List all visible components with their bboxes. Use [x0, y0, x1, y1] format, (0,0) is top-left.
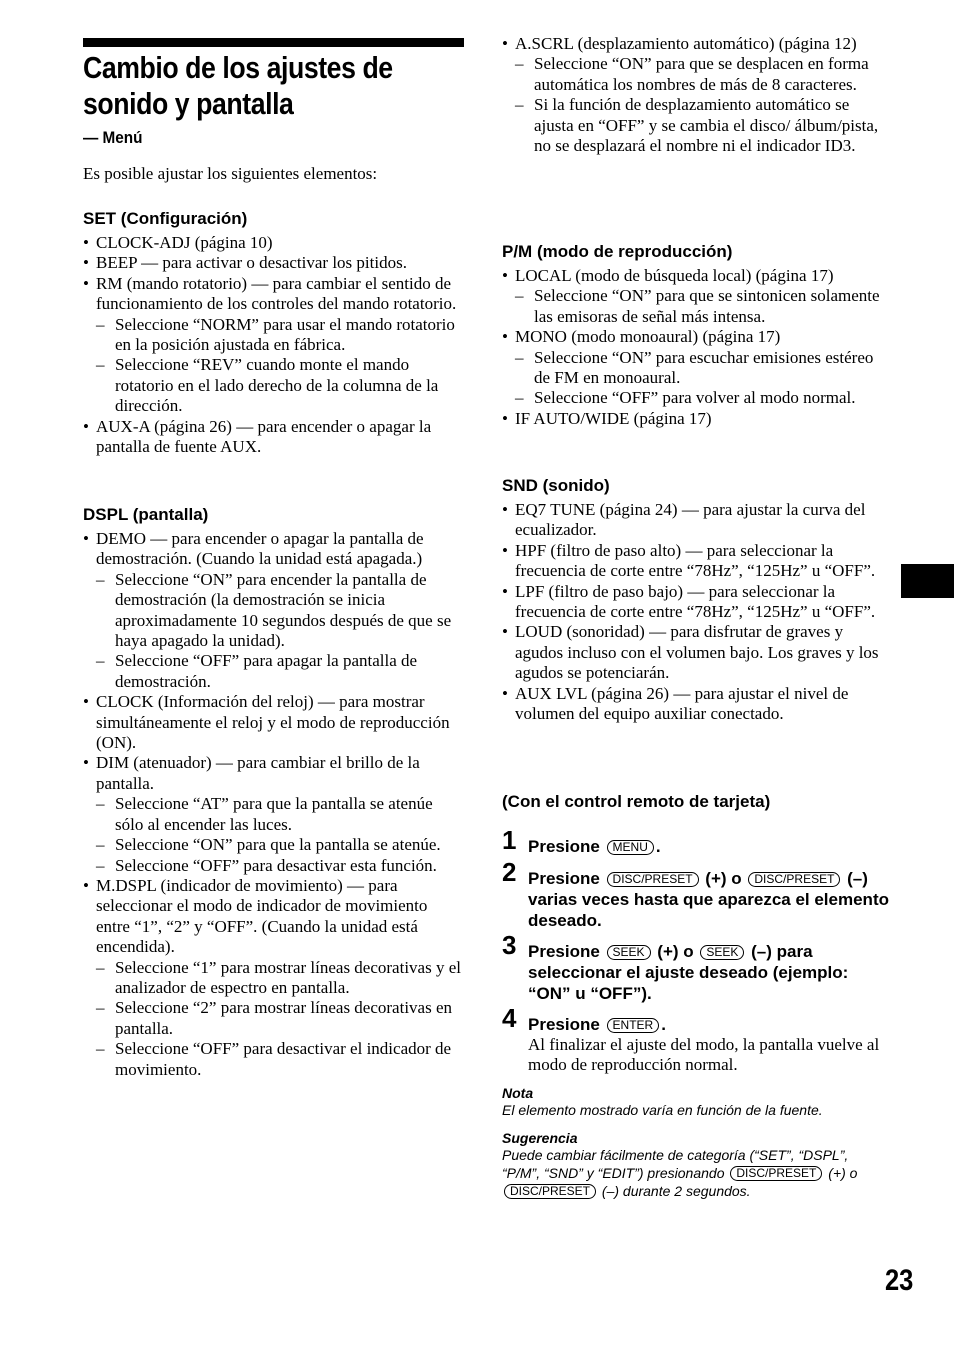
- sub-item: – Seleccione “1” para mostrar líneas decorativas y el analizador de espectro en pantalla.: [83, 958, 464, 999]
- seek-key: SEEK: [700, 945, 744, 960]
- step-verb: Presione: [528, 837, 600, 856]
- disc-preset-key: DISC/PRESET: [730, 1166, 822, 1181]
- sub-item: – Seleccione “OFF” para volver al modo normal.: [502, 388, 892, 408]
- sub-item: – Si la función de desplazamiento automático se ajusta en “OFF” y se cambia el disco/ álbum/pista, no se desplazará el nombre ni el indicador ID3.: [502, 95, 892, 156]
- pm-section: [502, 242, 892, 429]
- step-number: 1: [502, 825, 517, 855]
- step-1: 1 Presione MENU .: [502, 825, 661, 856]
- list-item: • LOUD (sonoridad) — para disfrutar de graves y agudos incluso con el volumen bajo. Los graves y los agudos se potenciarán.: [502, 622, 892, 683]
- set-section: [83, 209, 464, 457]
- remote-heading: (Con el control remoto de tarjeta): [502, 792, 771, 811]
- sub-item: – Seleccione “ON” para encender la pantalla de demostración (la demostración se inicia aproximadamente 10 segundos después de que se haya apagado la unidad).: [83, 570, 464, 652]
- list-item: • LOCAL (modo de búsqueda local) (página 17): [502, 266, 892, 286]
- step-4-body: Al finalizar el ajuste del modo, la pantalla vuelve al modo de reproducción normal.: [528, 1035, 880, 1075]
- menu-key: MENU: [607, 840, 654, 855]
- sub-item: – Seleccione “OFF” para desactivar el indicador de movimiento.: [83, 1039, 464, 1080]
- sub-item: – Seleccione “ON” para que se sintonicen solamente las emisoras de señal más intensa.: [502, 286, 892, 327]
- list-item: • A.SCRL (desplazamiento automático) (página 12): [502, 34, 892, 54]
- list-item: • LPF (filtro de paso bajo) — para seleccionar la frecuencia de corte entre “78Hz”, “125Hz” u “OFF”.: [502, 582, 892, 623]
- section-tab: [901, 564, 954, 598]
- ascrl-section: [502, 34, 892, 156]
- step-verb: Presione: [528, 942, 600, 961]
- list-item: • RM (mando rotatorio) — para cambiar el sentido de funcionamiento de los controles del mando rotatorio.: [83, 274, 464, 315]
- note: [502, 1085, 892, 1119]
- list-item: • CLOCK-ADJ (página 10): [83, 233, 464, 253]
- enter-key: ENTER: [607, 1018, 660, 1033]
- step-number: 4: [502, 1003, 517, 1033]
- intro-text: Es posible ajustar los siguientes elementos:: [83, 164, 378, 183]
- note-heading: Nota: [502, 1085, 534, 1101]
- page-number: 23: [885, 1264, 914, 1297]
- tip: [502, 1130, 877, 1200]
- disc-preset-key: DISC/PRESET: [748, 872, 840, 887]
- pm-heading: P/M (modo de reproducción): [502, 242, 733, 261]
- dspl-heading: DSPL (pantalla): [83, 505, 209, 524]
- tip-text: [502, 1146, 877, 1200]
- tip-body: (+) o: [828, 1165, 858, 1181]
- note-text: El elemento mostrado varía en función de la fuente.: [502, 1102, 823, 1118]
- sub-item: – Seleccione “AT” para que la pantalla se atenúe sólo al encender las luces.: [83, 794, 464, 835]
- step-text: (+) o: [657, 942, 694, 961]
- step-verb: Presione: [528, 869, 600, 888]
- list-item: • EQ7 TUNE (página 24) — para ajustar la curva del ecualizador.: [502, 500, 892, 541]
- dspl-section: [83, 505, 464, 1080]
- sub-item: – Seleccione “OFF” para apagar la pantalla de demostración.: [83, 651, 464, 692]
- list-item: • DIM (atenuador) — para cambiar el brillo de la pantalla.: [83, 753, 464, 794]
- step-3: [502, 930, 892, 1004]
- remote-section: [502, 792, 892, 812]
- tip-body: Puede cambiar fácilmente de categoría (“SET”, “DSPL”, “P/M”, “SND” y “EDIT”) presionando: [502, 1147, 849, 1181]
- list-item: • MONO (modo monoaural) (página 17): [502, 327, 892, 347]
- snd-heading: SND (sonido): [502, 476, 610, 495]
- list-item: • DEMO — para encender o apagar la pantalla de demostración. (Cuando la unidad está apagada.): [83, 529, 464, 570]
- step-text: (–) para seleccionar el ajuste deseado (ejemplo: “ON” u “OFF”).: [528, 942, 849, 1003]
- disc-preset-key: DISC/PRESET: [504, 1184, 596, 1199]
- tip-body: (–) durante 2 segundos.: [601, 1183, 751, 1199]
- step-text: (+) o: [705, 869, 742, 888]
- sub-item: – Seleccione “NORM” para usar el mando rotatorio en la posición ajustada en fábrica.: [83, 315, 464, 356]
- tip-heading: Sugerencia: [502, 1130, 578, 1146]
- step-number: 3: [502, 930, 517, 960]
- steps: [502, 825, 892, 1086]
- disc-preset-key: DISC/PRESET: [607, 872, 699, 887]
- sub-item: – Seleccione “REV” cuando monte el mando rotatorio en el lado derecho de la columna de la dirección.: [83, 355, 464, 416]
- list-item: • CLOCK (Información del reloj) — para mostrar simultáneamente el reloj y el modo de reproducción (ON).: [83, 692, 464, 753]
- step-number: 2: [502, 857, 517, 887]
- sub-item: – Seleccione “ON” para que se desplacen en forma automática los nombres de más de 8 caracteres.: [502, 54, 892, 95]
- step-text: (–) varias veces hasta que aparezca el elemento deseado.: [528, 869, 889, 930]
- page-title: Cambio de los ajustes de sonido y pantalla: [83, 50, 393, 121]
- sub-item: – Seleccione “OFF” para desactivar esta función.: [83, 856, 464, 876]
- set-heading: SET (Configuración): [83, 209, 248, 228]
- step-4: 4 Presione ENTER . Al finalizar el ajuste del modo, la pantalla vuelve al modo de reproducción normal.: [502, 1014, 892, 1076]
- title-rule: [83, 38, 464, 47]
- list-item: • M.DSPL (indicador de movimiento) — para seleccionar el modo de indicador de movimiento entre “1”, “2” y “OFF”. (Cuando la unidad está encendida).: [83, 876, 464, 958]
- list-item: • HPF (filtro de paso alto) — para seleccionar la frecuencia de corte entre “78Hz”, “125Hz” u “OFF”.: [502, 541, 892, 582]
- step-2: [502, 857, 892, 931]
- step-verb: Presione: [528, 1015, 600, 1034]
- list-item: • IF AUTO/WIDE (página 17): [502, 409, 892, 429]
- sub-item: – Seleccione “2” para mostrar líneas decorativas en pantalla.: [83, 998, 464, 1039]
- sub-item: – Seleccione “ON” para que la pantalla se atenúe.: [83, 835, 464, 855]
- sub-item: – Seleccione “ON” para escuchar emisiones estéreo de FM en monoaural.: [502, 348, 892, 389]
- list-item: • BEEP — para activar o desactivar los pitidos.: [83, 253, 464, 273]
- list-item: • AUX-A (página 26) — para encender o apagar la pantalla de fuente AUX.: [83, 417, 464, 458]
- page-subtitle: — Menú: [83, 128, 143, 147]
- snd-section: [502, 476, 892, 724]
- list-item: • AUX LVL (página 26) — para ajustar el nivel de volumen del equipo auxiliar conectado.: [502, 684, 892, 725]
- seek-key: SEEK: [607, 945, 651, 960]
